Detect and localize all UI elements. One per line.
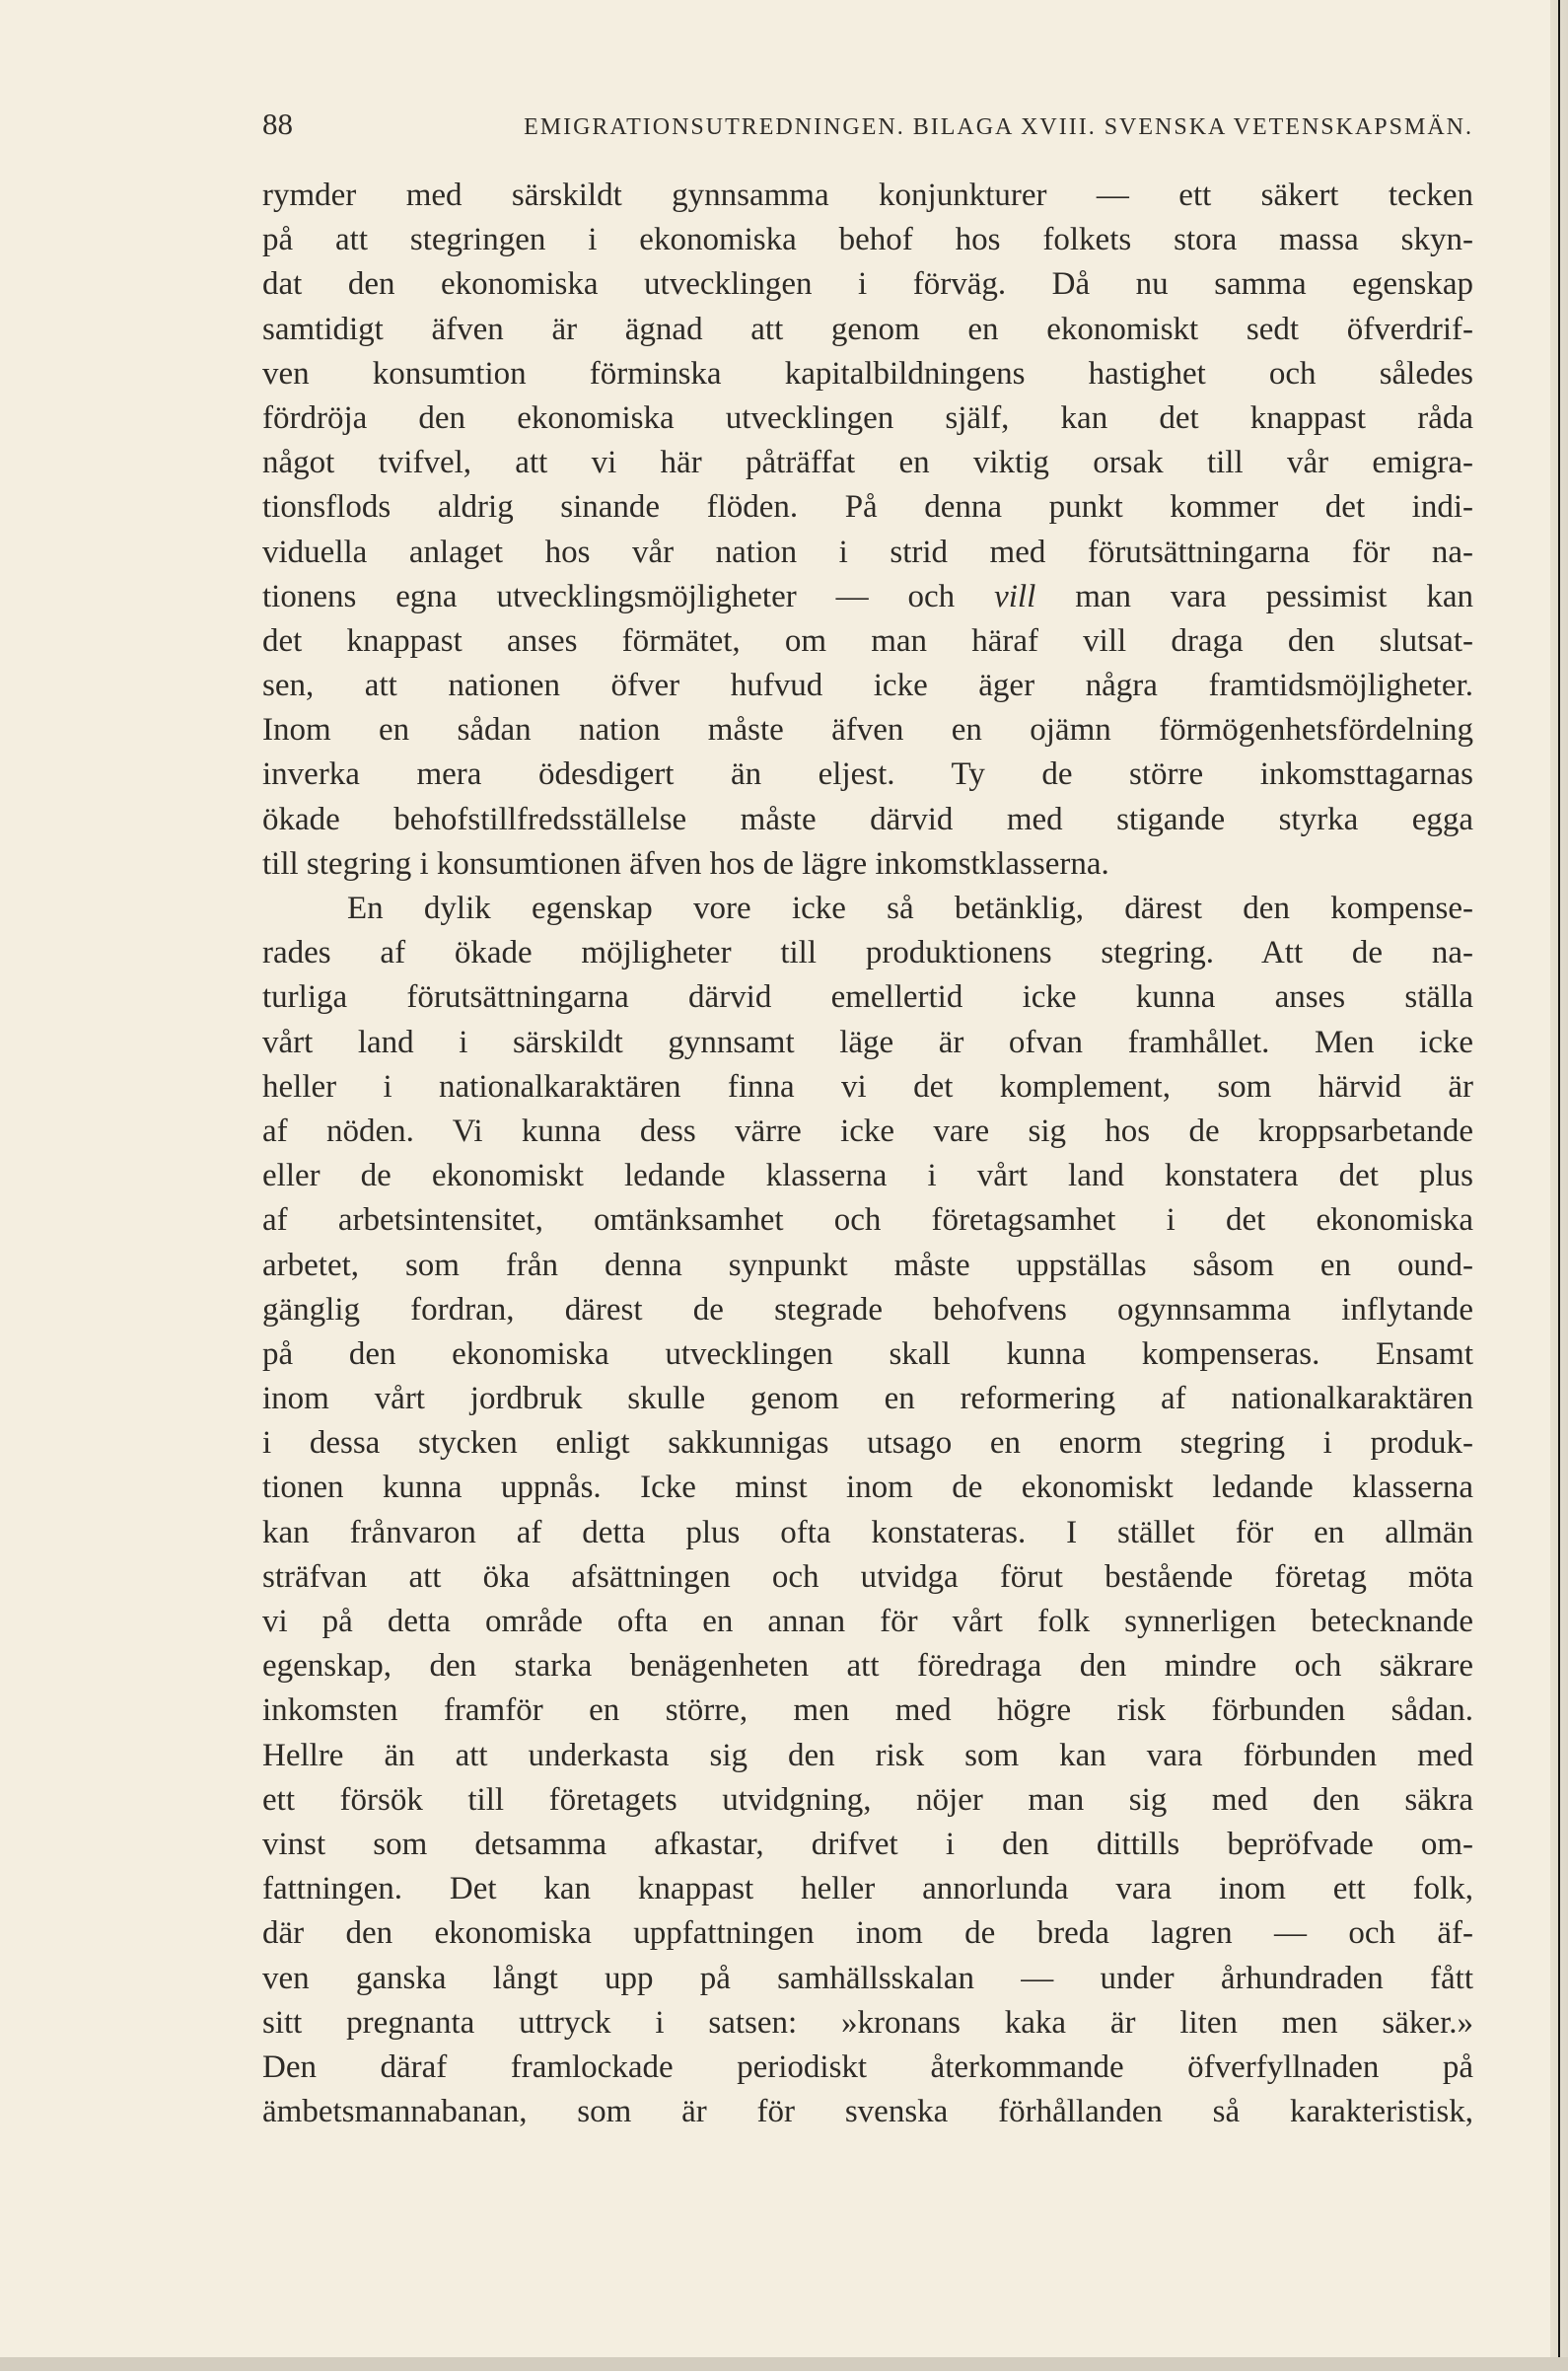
text-line-43: Den däraf framlockade periodiskt återkommande öfverfyllnaden på [262,2048,1473,2085]
text-line-2: på att stegringen i ekonomiska behof hos folkets stora massa skyn- [262,222,1473,258]
text-line-10-end: man vara pessimist kan [1075,578,1473,614]
text-line-21: heller i nationalkaraktären finna vi det komplement, som härvid är [262,1068,1473,1105]
running-header [262,103,1473,146]
text-line-31: kan frånvaron af detta plus ofta konstateras. I stället för en allmän [262,1514,1473,1550]
text-line-36: Hellre än att underkasta sig den risk som kan vara förbunden med [262,1737,1473,1773]
text-line-13: Inom en sådan nation måste äfven en ojämn förmögenhetsfördelning [262,712,1473,749]
text-line-41: ven ganska långt upp på samhällsskalan — under århundraden fått [262,1960,1473,1996]
binding-line [1558,0,1560,2371]
text-line-34: egenskap, den starka benägenheten att föredraga den mindre och säkrare [262,1648,1473,1685]
text-line-10 [262,575,1473,619]
text-line-10-start: tionens egna utvecklingsmöjligheter — och [262,578,956,614]
text-line-26: gänglig fordran, därest de stegrade behofvens ogynnsamma inflytande [262,1291,1473,1328]
text-line-22: af nöden. Vi kunna dess värre icke vare sig hos de kroppsarbetande [262,1113,1473,1149]
page-number: 88 [262,107,293,141]
text-line-17: En dylik egenskap vore icke så betänklig, därest den kompense- [347,891,1473,926]
running-title: EMIGRATIONSUTREDNINGEN. BILAGA XVIII. SVENSKA VETENSKAPSMÄN. [524,114,1473,140]
text-line-33: vi på detta område ofta en annan för vårt folk synnerligen betecknande [262,1604,1473,1639]
text-line-25: arbetet, som från denna synpunkt måste uppställas såsom en ound- [262,1247,1473,1283]
text-line-16: till stegring i konsumtionen äfven hos de lägre inkomstklasserna. [262,845,1109,882]
text-line-30: tionen kunna uppnås. Icke minst inom de ekonomiskt ledande klasserna [262,1470,1473,1506]
text-line-20: vårt land i särskildt gynnsamt läge är ofvan framhållet. Men icke [262,1024,1473,1060]
text-line-32: sträfvan att öka afsättningen och utvidga förut bestående företag möta [262,1558,1473,1595]
text-line-18: rades af ökade möjligheter till produktionens stegring. Att de na- [262,935,1473,971]
text-line-3: dat den ekonomiska utvecklingen i förväg. Då nu samma egenskap [262,266,1473,303]
text-line-40: där den ekonomiska uppfattningen inom de breda lagren — och äf- [262,1915,1473,1952]
text-line-24: af arbetsintensitet, omtänksamhet och företagsamhet i det ekonomiska [262,1202,1473,1239]
italic-word-vill: vill [994,578,1036,614]
body-text [262,174,1473,2134]
text-line-12: sen, att nationen öfver hufvud icke äger några framtidsmöjligheter. [262,668,1473,704]
text-line-44: ämbetsmannabanan, som är för svenska förhållanden så karakteristisk, [262,2094,1473,2130]
text-line-6: fördröja den ekonomiska utvecklingen själf, kan det knappast råda [262,399,1473,436]
text-line-4: samtidigt äfven är ägnad att genom en ekonomiskt sedt öfverdrif- [262,311,1473,347]
text-line-5: ven konsumtion förminska kapitalbildningens hastighet och således [262,355,1473,392]
text-line-9: viduella anlaget hos vår nation i strid med förutsättningarna för na- [262,534,1473,570]
text-line-29: i dessa stycken enligt sakkunnigas utsago en enorm stegring i produk- [262,1425,1473,1462]
text-line-11: det knappast anses förmätet, om man häraf vill draga den slutsat- [262,622,1473,659]
text-line-19: turliga förutsättningarna därvid emellertid icke kunna anses ställa [262,979,1473,1016]
text-line-23: eller de ekonomiskt ledande klasserna i vårt land konstatera det plus [262,1158,1473,1194]
text-line-1: rymder med särskildt gynnsamma konjunkturer — ett säkert tecken [262,178,1473,213]
text-line-7: något tvifvel, att vi här påträffat en viktig orsak till vår emigra- [262,445,1473,481]
text-line-27: på den ekonomiska utvecklingen skall kunna kompenseras. Ensamt [262,1335,1473,1372]
text-line-39: fattningen. Det kan knappast heller annorlunda vara inom ett folk, [262,1871,1473,1907]
text-line-14: inverka mera ödesdigert än eljest. Ty de större inkomsttagarnas [262,756,1473,793]
text-line-8: tionsflods aldrig sinande flöden. På denna punkt kommer det indi- [262,489,1473,526]
text-line-38: vinst som detsamma afkastar, drifvet i den dittills bepröfvade om- [262,1826,1473,1862]
text-line-15: ökade behofstillfredsställelse måste därvid med stigande styrka egga [262,801,1473,837]
text-line-35: inkomsten framför en större, men med högre risk förbunden sådan. [262,1692,1473,1729]
text-line-28: inom vårt jordbruk skulle genom en reformering af nationalkaraktären [262,1381,1473,1417]
text-line-42: sitt pregnanta uttryck i satsen: »kronans kaka är liten men säker.» [262,2004,1473,2041]
bottom-margin-strip [0,2357,1568,2371]
text-line-37: ett försök till företagets utvidgning, nöjer man sig med den säkra [262,1781,1473,1818]
